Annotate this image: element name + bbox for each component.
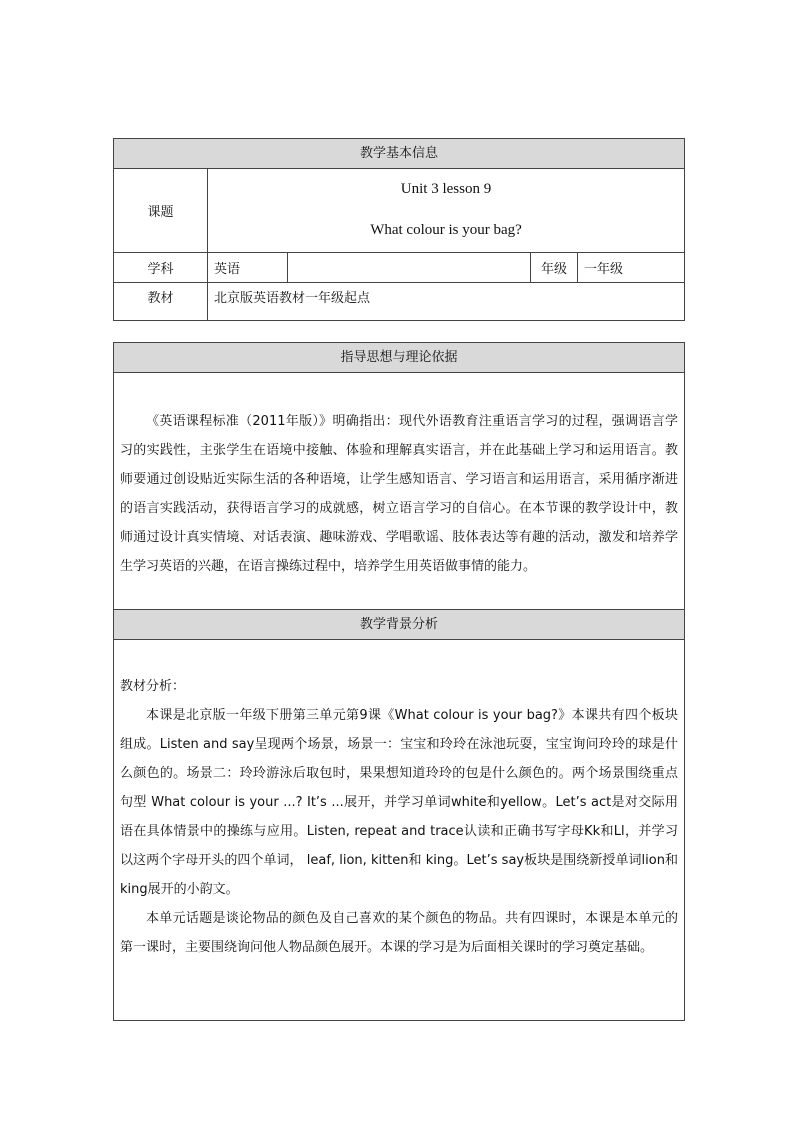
background-body <box>114 640 684 1020</box>
textbook-value: 北京版英语教材一年级起点 <box>214 291 371 306</box>
textbook-label: 教材 <box>114 283 208 320</box>
basic-info-header: 教学基本信息 <box>114 139 684 169</box>
subject-value: 英语 <box>208 253 288 282</box>
guiding-body <box>114 373 684 610</box>
subject-label: 学科 <box>114 253 208 282</box>
topic-value <box>208 169 684 252</box>
basic-info-table <box>113 138 685 321</box>
topic-line2: What colour is your bag? <box>370 222 522 238</box>
topic-label: 课题 <box>114 169 208 252</box>
topic-line1: Unit 3 lesson 9 <box>400 181 492 197</box>
background-subheading: 教材分析： <box>120 679 186 694</box>
background-header: 教学背景分析 <box>114 610 684 640</box>
subject-blank <box>288 253 531 282</box>
subject-row <box>114 253 684 283</box>
textbook-row <box>114 283 684 320</box>
grade-value: 一年级 <box>584 262 624 277</box>
background-paragraph-1: 本课是北京版一年级下册第三单元第9课《What colour is your bag?》本课共有四个板块组成。Listen and say呈现两个场景，场景一：宝宝和玲玲在泳池玩耍，宝宝询问玲玲的球是什么颜色的。场景二：玲玲游泳后取包时，果果想知道玲玲的包是什么颜色的。两个场景围绕重点句型 What colour is your ...? It’s ...展开，并学习单词white和yellow。Let’s act是对交际用语在具体情景中的操练与应用。Listen, repeat and trace认读和正确书写字母Kk和Ll，并学习以这两个字母开头的四个单词， leaf, lion, kitten和 king。Let’s say板块是围绕新授单词lion和king展开的小韵文。 <box>120 708 678 897</box>
topic-row <box>114 169 684 253</box>
background-paragraph-2: 本单元话题是谈论物品的颜色及自己喜欢的某个颜色的物品。共有四课时，本课是本单元的第一课时，主要围绕询问他人物品颜色展开。本课的学习是为后面相关课时的学习奠定基础。 <box>120 911 678 955</box>
guiding-header: 指导思想与理论依据 <box>114 343 684 373</box>
grade-label: 年级 <box>531 253 578 282</box>
analysis-table <box>113 342 685 1021</box>
guiding-paragraph: 《英语课程标准（2011年版）》明确指出：现代外语教育注重语言学习的过程，强调语言学习的实践性，主张学生在语境中接触、体验和理解真实语言，并在此基础上学习和运用语言。教师要通过创设贴近实际生活的各种语境，让学生感知语言、学习语言和运用语言，采用循序渐进的语言实践活动，获得语言学习的成就感，树立语言学习的自信心。在本节课的教学设计中，教师通过设计真实情境、对话表演、趣味游戏、学唱歌谣、肢体表达等有趣的活动，激发和培养学生学习英语的兴趣，在语言操练过程中，培养学生用英语做事情的能力。 <box>120 414 678 574</box>
